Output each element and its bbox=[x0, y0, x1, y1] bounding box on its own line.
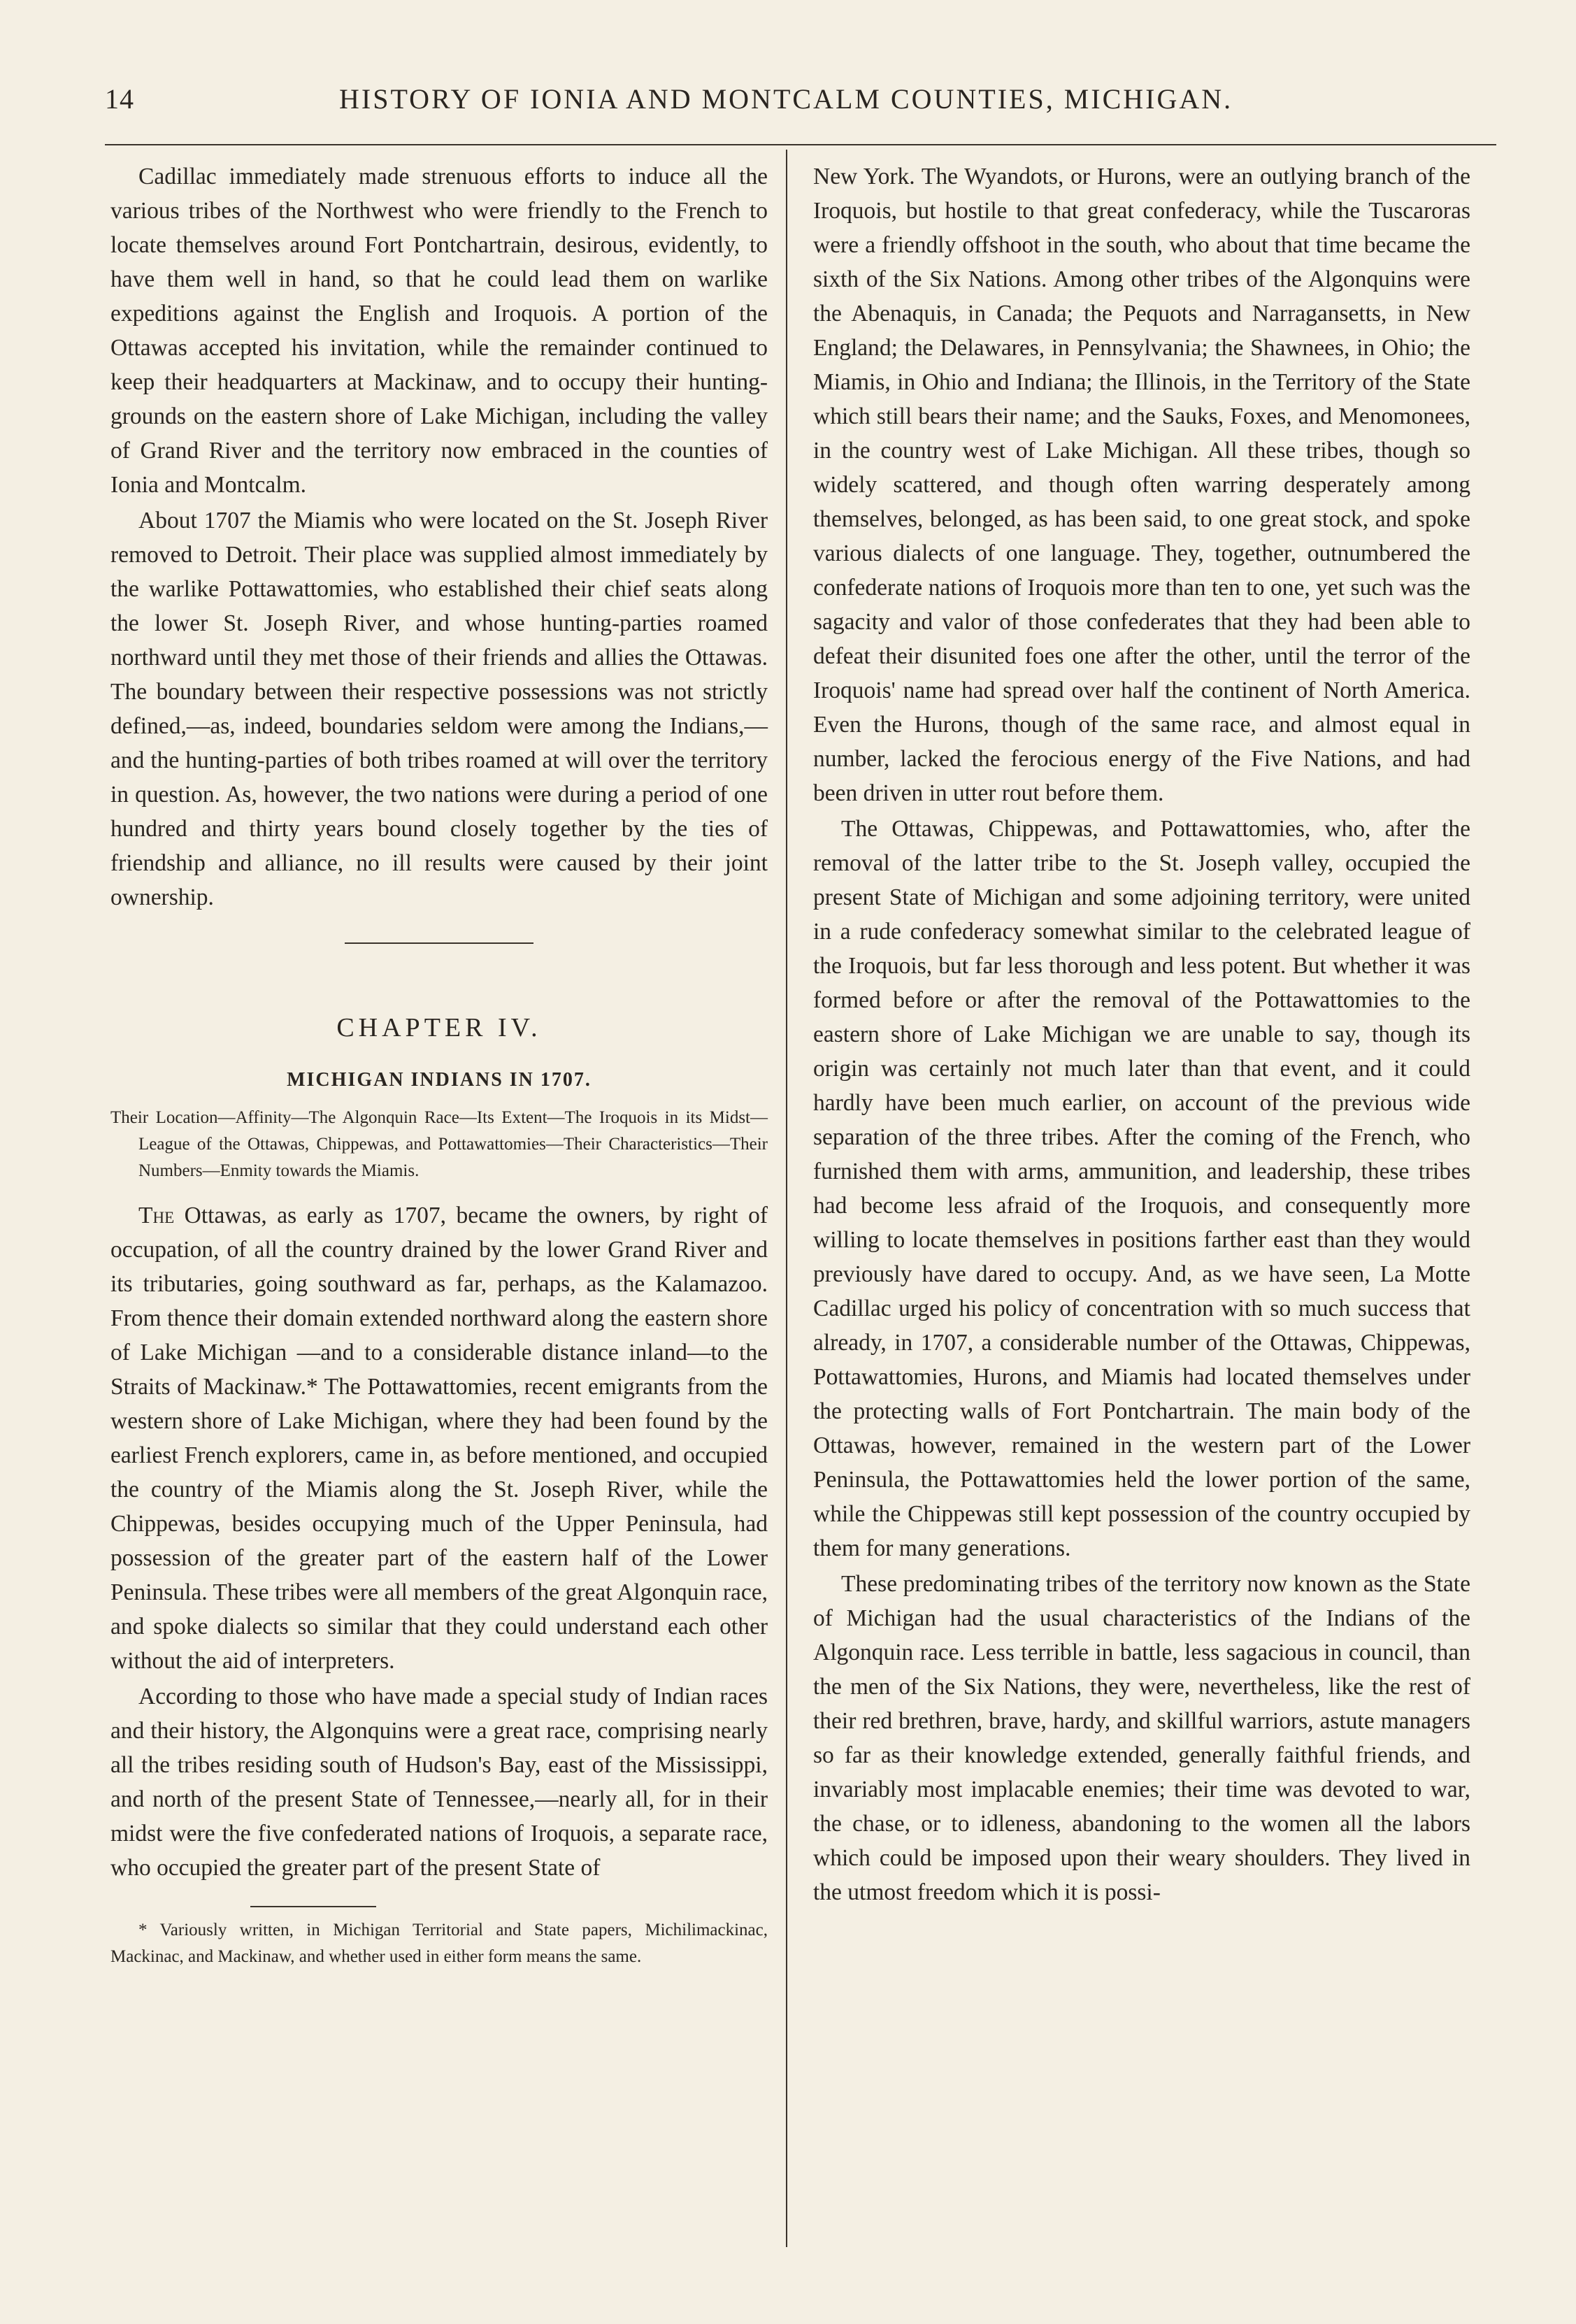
paragraph: New York. The Wyandots, or Hurons, were an outlying branch of the Iroquois, but hostile to that great confederacy, while the Tuscaroras were a friendly offshoot in the south, who about that time became the sixth of the Six Nations. Among other tribes of the Algonquins were the Abenaquis, in Canada; the Pequots and Narragansetts, in New England; the Delawares, in Pennsylvania; the Shawnees, in Ohio; the Miamis, in Ohio and Indiana; the Illinois, in the Territory of the State which still bears their name; and the Sauks, Foxes, and Menomonees, in the country west of Lake Michigan. All these tribes, though so widely scattered, and though often warring desperately among themselves, belonged, as has been said, to one great stock, and spoke various dialects of one language. They, together, outnumbered the confederate nations of Iroquois more than ten to one, yet such was the sagacity and valor of those confederates that they had been able to defeat their disunited foes one after the other, until the terror of the Iroquois' name had spread over half the continent of North America. Even the Hurons, though of the same race, and almost equal in number, lacked the ferocious energy of the Five Nations, and had been driven in utter rout before them. bbox=[813, 164, 1470, 806]
right-column bbox=[813, 159, 1470, 1909]
page-number: 14 bbox=[105, 83, 134, 115]
paragraph: About 1707 the Miamis who were located on the St. Joseph River removed to Detroit. Their place was supplied almost immediately by the warlike Pottawattomies, who established their chief seats along the lower St. Joseph River, and whose hunting-parties roamed northward until they met those of their friends and allies the Ottawas. The boundary between their respective possessions was not strictly defined,—as, indeed, boundaries seldom were among the Indians,—and the hunting-parties of both tribes roamed at will over the territory in question. As, however, the two nations were during a period of one hundred and thirty years bound closely together by the ties of friendship and alliance, no ill results were caused by their joint ownership. bbox=[110, 508, 768, 910]
page-header bbox=[105, 83, 1496, 124]
column-divider bbox=[786, 150, 787, 2247]
first-word: The bbox=[138, 1203, 175, 1228]
paragraph: According to those who have made a special study of Indian races and their history, the Algonquins were a great race, comprising nearly all the tribes residing south of Hudson's Bay, east of the Mississippi, and north of the present State of Tennessee,—nearly all, for in their midst were the five confederated nations of Iroquois, a separate race, who occupied the greater part of the present State of bbox=[110, 1684, 768, 1881]
paragraph: These predominating tribes of the territory now known as the State of Michigan had the usual characteristics of the Indians of the Algonquin race. Less terrible in battle, less sagacious in council, than the men of the Six Nations, they were, nevertheless, like the rest of their red brethren, brave, hardy, and skillful warriors, astute managers so far as their knowledge extended, generally faithful friends, and invariably most implacable enemies; their time was devoted to war, the chase, or to idleness, abandoning to the women all the labors which could be imposed upon their weary shoulders. They lived in the utmost freedom which it is possi- bbox=[813, 1571, 1470, 1905]
paragraph: Cadillac immediately made strenuous efforts to induce all the various tribes of the Northwest who were friendly to the French to locate themselves around Fort Pontchartrain, desirous, evidently, to have them well in hand, so that he could lead them on warlike expeditions against the English and Iroquois. A portion of the Ottawas accepted his invitation, while the remainder continued to keep their headquarters at Mackinaw, and to occupy their hunting-grounds on the eastern shore of Lake Michigan, including the valley of Grand River and the territory now embraced in the counties of Ionia and Montcalm. bbox=[110, 164, 768, 498]
running-title: HISTORY OF IONIA AND MONTCALM COUNTIES, MICHIGAN. bbox=[339, 83, 1233, 115]
paragraph-text: Ottawas, as early as 1707, became the owners, by right of occupation, of all the country drained by the lower Grand River and its tributaries, going southward as far, perhaps, as the Kalamazoo. From thence their domain extended northward along the eastern shore of Lake Michigan —and to a considerable distance inland—to the Straits of Mackinaw.* The Pottawattomies, recent emigrants from the western shore of Lake Michigan, where they had been found by the earliest French explorers, came in, as before mentioned, and occupied the country of the Miamis along the St. Joseph River, while the Chippewas, besides occupying much of the Upper Peninsula, had possession of the greater part of the eastern half of the Lower Peninsula. These tribes were all members of the great Algonquin race, and spoke dialects so similar that they could understand each other without the aid of interpreters. bbox=[110, 1203, 768, 1674]
chapter-subtitle: MICHIGAN INDIANS IN 1707. bbox=[287, 1069, 592, 1091]
footnote: * Variously written, in Michigan Territorial and State papers, Michilimackinac, Mackinac, and Mackinaw, and whether used in either form means the same. bbox=[110, 1921, 768, 1966]
footnote-rule bbox=[250, 1906, 376, 1907]
chapter-synopsis: Their Location—Affinity—The Algonquin Race—Its Extent—The Iroquois in its Midst—League of the Ottawas, Chippewas, and Pottawattomies—Their Characteristics—Their Numbers—Enmity towards the Miamis. bbox=[110, 1108, 768, 1180]
header-rule bbox=[105, 144, 1496, 145]
paragraph: The Ottawas, Chippewas, and Pottawattomies, who, after the removal of the latter tribe to the St. Joseph valley, occupied the present State of Michigan and some adjoining territory, were united in a rude confederacy somewhat similar to the celebrated league of the Iroquois, but far less thorough and less potent. But whether it was formed before or after the removal of the Pottawattomies to the eastern shore of Lake Michigan we are unable to say, though its origin was certainly not much later than that event, and it could hardly have been much earlier, on account of the previous wide separation of the three tribes. After the coming of the French, who furnished them with arms, ammunition, and leadership, these tribes had become less afraid of the Iroquois, and consequently more willing to locate themselves in positions farther east than they would previously have dared to occupy. And, as we have seen, La Motte Cadillac urged his policy of concentration with so much success that already, in 1707, a considerable number of the Ottawas, Chippewas, Pottawattomies, Hurons, and Miamis had located themselves under the protecting walls of Fort Pontchartrain. The main body of the Ottawas, however, remained in the western part of the Lower Peninsula, the Pottawattomies held the lower portion of the same, while the Chippewas still kept possession of the country occupied by them for many generations. bbox=[813, 816, 1470, 1561]
left-column bbox=[110, 159, 768, 1970]
section-divider bbox=[345, 942, 533, 944]
paragraph bbox=[110, 1198, 768, 1678]
chapter-title: CHAPTER IV. bbox=[336, 1013, 542, 1042]
